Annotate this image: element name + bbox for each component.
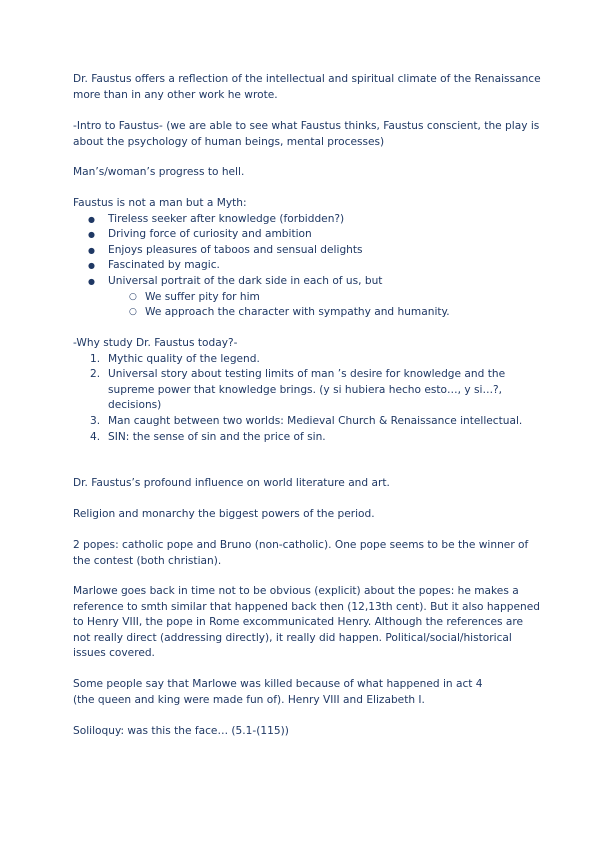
paragraph-powers: Religion and monarchy the biggest powers of the period. [73, 508, 375, 520]
numbered-item [73, 430, 543, 446]
numbered-item [73, 367, 543, 414]
item-text: Universal story about testing limits of man ’s desire for knowledge and the supreme power that knowledge brings. (y si hubiera hecho esto…, y si…?, decisions) [108, 368, 506, 412]
myth-bullet-item: ● Universal portrait of the dark side in each of us, but [73, 274, 543, 290]
myth-bullet-item: ● Enjoys pleasures of taboos and sensual delights [73, 243, 543, 259]
item-number: 3. [90, 414, 101, 427]
item-text: SIN: the sense of sin and the price of sin. [108, 430, 326, 443]
numbered-item [73, 352, 543, 368]
paragraph-intro: Dr. Faustus offers a reflection of the intellectual and spiritual climate of the Renaissance more than in any other work he wrote. [73, 73, 541, 101]
myth-bullet-item: ● Driving force of curiosity and ambition [73, 227, 543, 243]
paragraph-popes: 2 popes: catholic pope and Bruno (non-catholic). One pope seems to be the winner of the contest (both christian). [73, 539, 529, 567]
item-text: Man caught between two worlds: Medieval Church & Renaissance intellectual. [108, 414, 523, 427]
myth-section [73, 196, 543, 321]
why-study-heading: -Why study Dr. Faustus today?- [73, 337, 238, 349]
myth-bullet-item: ● Fascinated by magic. [73, 258, 543, 274]
myth-bullet-list [73, 212, 543, 321]
myth-sub-bullet-item: ○ We approach the character with sympathy and humanity. [73, 305, 543, 321]
myth-bullet-item: ● Tireless seeker after knowledge (forbidden?) [73, 212, 543, 228]
item-number: 2. [90, 368, 101, 381]
myth-sub-bullet-item: ○ We suffer pity for him [73, 290, 543, 306]
text-line: Some people say that Marlowe was killed because of what happened in act 4 [73, 678, 483, 690]
paragraph-marlowe-killed [73, 677, 543, 708]
numbered-item [73, 414, 543, 430]
paragraph-progress-to-hell: Man’s/woman’s progress to hell. [73, 166, 245, 178]
text-line: (the queen and king were made fun of). Henry VIII and Elizabeth I. [73, 693, 425, 706]
item-text: Mythic quality of the legend. [108, 352, 260, 365]
item-number: 4. [90, 430, 101, 443]
why-study-numbered-list [73, 352, 543, 446]
paragraph-marlowe-references: Marlowe goes back in time not to be obvious (explicit) about the popes: he makes a reference to smth similar that happened back then (12,13th cent). But it also happened to Henry VIII, the pope in Rome excommunicated Henry. Although the references are not really direct (addressing directly), it really did happen. Political/social/historical issues covered. [73, 585, 540, 660]
why-study-section [73, 336, 543, 445]
myth-heading: Faustus is not a man but a Myth: [73, 197, 247, 209]
paragraph-influence: Dr. Faustus’s profound influence on world literature and art. [73, 477, 390, 489]
item-number: 1. [90, 352, 101, 365]
paragraph-soliloquy: Soliloquy: was this the face… (5.1-(115)) [73, 725, 289, 737]
paragraph-intro-to-faustus: -Intro to Faustus- (we are able to see what Faustus thinks, Faustus conscient, the play is about the psychology of human beings, mental processes) [73, 120, 540, 148]
